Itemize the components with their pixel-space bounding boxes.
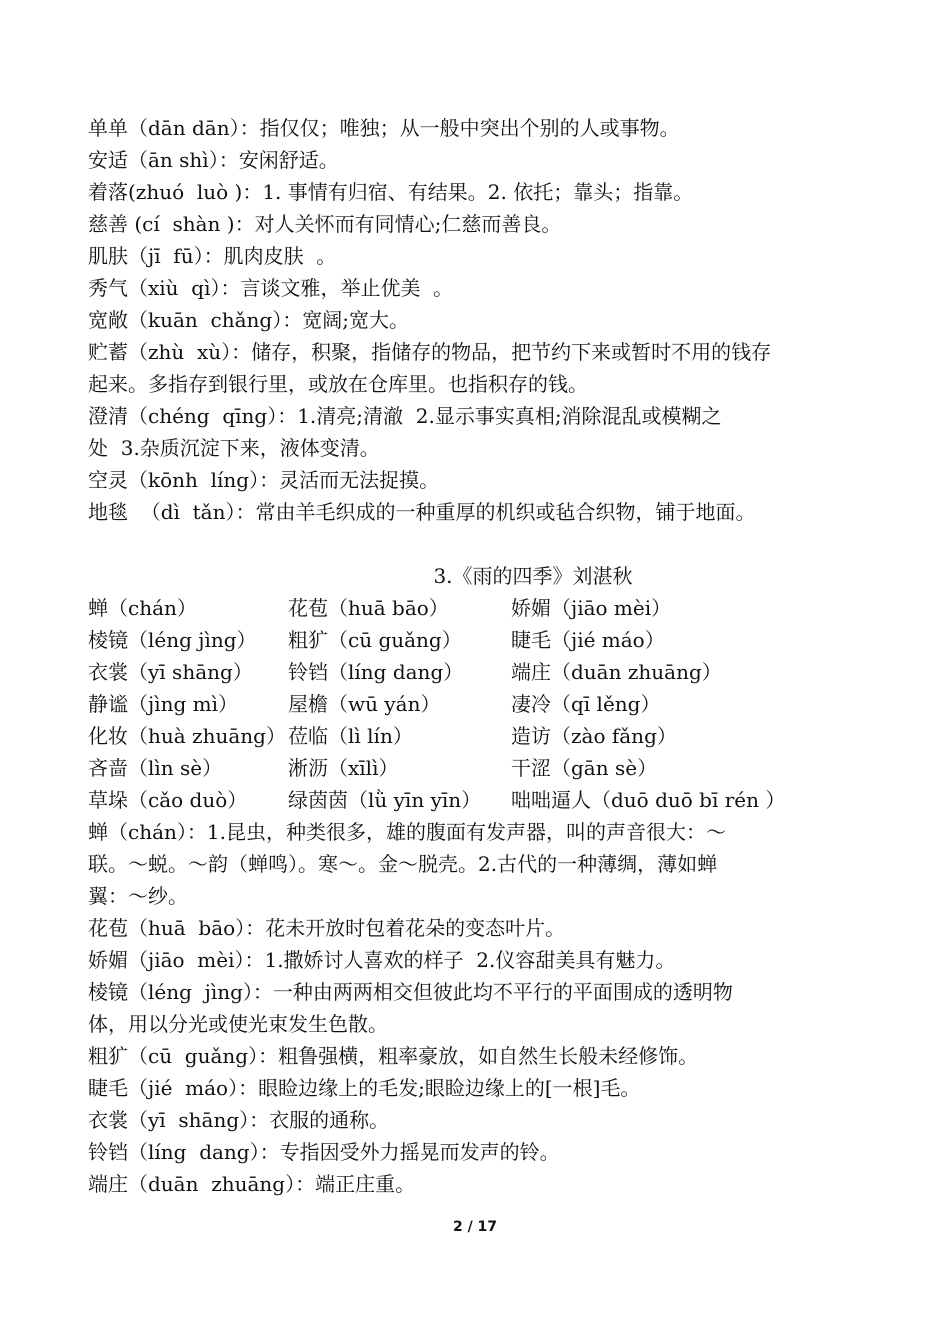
definition-line: 娇媚（jiāo mèi）：1.撒娇讨人喜欢的样子 2.仪容甜美具有魅力。 (88, 948, 676, 972)
definition-line: 着落(zhuó luò )：1. 事情有归宿、有结果。2. 依托；靠头；指靠。 (88, 180, 694, 204)
vocab-word: 粗犷（cū guǎng） (288, 628, 462, 652)
page-number: 2 / 17 (452, 1219, 498, 1235)
vocab-word: 衣裳（yī shāng） (88, 660, 253, 684)
definition-line: 棱镜（léng jìng）：一种由两两相交但彼此均不平行的平面围成的透明物 (88, 980, 733, 1004)
vocab-word: 淅沥（xīlì） (288, 756, 399, 780)
definition-line: 单单（dān dān）：指仅仅；唯独；从一般中突出个别的人或事物。 (88, 116, 680, 140)
definition-line: 体，用以分光或使光束发生色散。 (88, 1012, 388, 1036)
vocab-word: 屋檐（wū yán） (288, 692, 441, 716)
vocab-word: 铃铛（líng dang） (288, 660, 464, 684)
vocab-word: 娇媚（jiāo mèi） (511, 596, 672, 620)
definition-line: 花苞（huā bāo）：花未开放时包着花朵的变态叶片。 (88, 916, 566, 940)
definition-line: 澄清（chéng qīng）：1.清亮;清澈 2.显示事实真相;消除混乱或模糊之 (88, 404, 722, 428)
definition-line: 秀气（xiù qì）：言谈文雅，举止优美 。 (88, 276, 454, 300)
definition-line: 端庄（duān zhuāng）：端正庄重。 (88, 1172, 416, 1196)
vocab-word: 蝉（chán） (88, 596, 197, 620)
vocab-row (88, 752, 878, 784)
vocab-word: 造访（zào fǎng） (511, 724, 677, 748)
definition-line: 衣裳（yī shāng）：衣服的通称。 (88, 1108, 390, 1132)
vocab-row (88, 688, 878, 720)
definition-line: 宽敞（kuān chǎng）：宽阔;宽大。 (88, 308, 409, 332)
vocab-row (88, 624, 878, 656)
definition-line: 空灵（kōnh líng）：灵活而无法捉摸。 (88, 468, 440, 492)
definition-line: 联。～蜕。～韵（蝉鸣）。寒～。金～脱壳。2.古代的一种薄绸，薄如蝉 (88, 852, 718, 876)
vocab-word: 睫毛（jié máo） (511, 628, 665, 652)
vocab-word: 绿茵茵（lǜ yīn yīn） (288, 788, 482, 812)
definition-line: 蝉（chán）：1.昆虫，种类很多，雄的腹面有发声器，叫的声音很大：～ (88, 820, 726, 844)
definition-line: 贮蓄（zhù xù）：储存，积聚，指储存的物品，把节约下来或暂时不用的钱存 (88, 340, 772, 364)
definition-line: 粗犷（cū guǎng）：粗鲁强横，粗率豪放，如自然生长般未经修饰。 (88, 1044, 699, 1068)
definition-line: 翼：～纱。 (88, 884, 188, 908)
definition-line: 睫毛（jié máo）：眼睑边缘上的毛发;眼睑边缘上的[一根]毛。 (88, 1076, 641, 1100)
page-content (88, 112, 878, 1200)
definition-line: 慈善 (cí shàn )：对人关怀而有同情心;仁慈而善良。 (88, 212, 562, 236)
vocab-word: 莅临（lì lín） (288, 724, 413, 748)
vocab-word: 咄咄逼人（duō duō bī rén ） (511, 788, 786, 812)
definition-line: 安适（ān shì）：安闲舒适。 (88, 148, 339, 172)
vocab-word: 花苞（huā bāo） (288, 596, 449, 620)
vocab-row (88, 720, 878, 752)
spacer (88, 528, 878, 560)
section-title: 3.《雨的四季》刘湛秋 (433, 564, 633, 588)
vocab-word: 静谧（jìng mì） (88, 692, 238, 716)
definitions-top (88, 112, 878, 528)
definition-line: 处 3.杂质沉淀下来，液体变清。 (88, 436, 380, 460)
definition-line: 起来。多指存到银行里，或放在仓库里。也指积存的钱。 (88, 372, 588, 396)
definitions-bottom (88, 816, 878, 1200)
vocab-word: 干涩（gān sè） (511, 756, 658, 780)
vocab-word: 端庄（duān zhuāng） (511, 660, 722, 684)
definition-line: 铃铛（líng dang）：专指因受外力摇晃而发声的铃。 (88, 1140, 560, 1164)
vocab-word: 棱镜（léng jìng） (88, 628, 257, 652)
vocab-row (88, 784, 878, 816)
vocab-word: 凄冷（qī lěng） (511, 692, 661, 716)
vocab-row (88, 656, 878, 688)
vocab-word: 化妆（huà zhuāng） (88, 724, 286, 748)
definition-line: 地毯 （dì tǎn）：常由羊毛织成的一种重厚的机织或毡合织物，铺于地面。 (88, 500, 756, 524)
vocab-grid (88, 592, 878, 816)
vocab-word: 吝啬（lìn sè） (88, 756, 223, 780)
vocab-row (88, 592, 878, 624)
definition-line: 肌肤（jī fū）：肌肉皮肤 。 (88, 244, 337, 268)
vocab-word: 草垛（cǎo duò） (88, 788, 248, 812)
